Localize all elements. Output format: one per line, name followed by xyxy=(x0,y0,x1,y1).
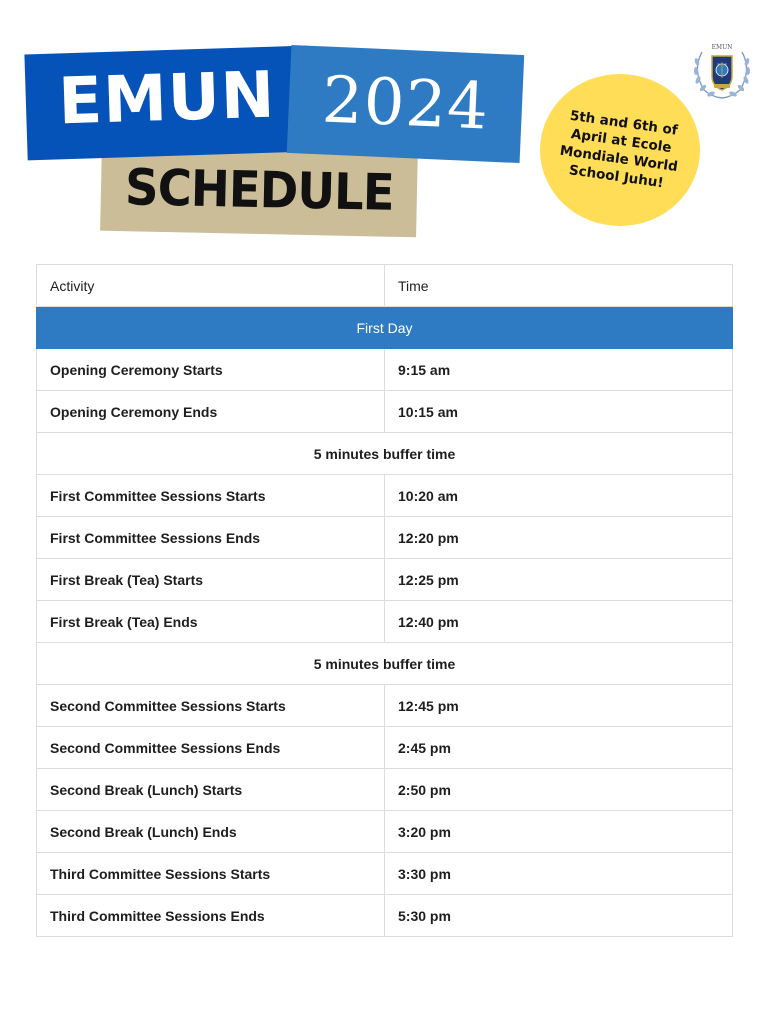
logo-text: EMUN xyxy=(711,44,733,51)
table-header-row xyxy=(37,265,733,307)
activity-cell: Second Committee Sessions Ends xyxy=(37,727,385,769)
table-row xyxy=(37,559,733,601)
date-venue-text: 5th and 6th of April at Ecole Mondiale World School Juhu! xyxy=(558,107,679,192)
time-cell: 12:25 pm xyxy=(385,559,733,601)
activity-cell: Opening Ceremony Starts xyxy=(37,349,385,391)
time-cell: 12:40 pm xyxy=(385,601,733,643)
buffer-cell: 5 minutes buffer time xyxy=(37,643,733,685)
day-label: First Day xyxy=(37,307,733,349)
day-header-row xyxy=(37,307,733,349)
table-row xyxy=(37,601,733,643)
table-row xyxy=(37,391,733,433)
activity-cell: First Break (Tea) Ends xyxy=(37,601,385,643)
activity-cell: First Break (Tea) Starts xyxy=(37,559,385,601)
buffer-row xyxy=(37,433,733,475)
time-cell: 2:50 pm xyxy=(385,769,733,811)
buffer-row xyxy=(37,643,733,685)
time-cell: 10:20 am xyxy=(385,475,733,517)
column-header-time: Time xyxy=(385,265,733,307)
table-row xyxy=(37,895,733,937)
time-cell: 12:20 pm xyxy=(385,517,733,559)
activity-cell: Second Committee Sessions Starts xyxy=(37,685,385,727)
table-row xyxy=(37,811,733,853)
activity-cell: Third Committee Sessions Ends xyxy=(37,895,385,937)
buffer-cell: 5 minutes buffer time xyxy=(37,433,733,475)
time-cell: 5:30 pm xyxy=(385,895,733,937)
date-venue-badge xyxy=(540,74,700,226)
subtitle-banner-schedule xyxy=(100,143,418,238)
time-cell: 3:20 pm xyxy=(385,811,733,853)
activity-cell: Second Break (Lunch) Ends xyxy=(37,811,385,853)
table-row xyxy=(37,853,733,895)
time-cell: 12:45 pm xyxy=(385,685,733,727)
activity-cell: Opening Ceremony Ends xyxy=(37,391,385,433)
time-cell: 2:45 pm xyxy=(385,727,733,769)
title-banner-year xyxy=(287,45,524,163)
table-row xyxy=(37,769,733,811)
activity-cell: First Committee Sessions Starts xyxy=(37,475,385,517)
schedule-table xyxy=(36,264,733,937)
activity-cell: Second Break (Lunch) Starts xyxy=(37,769,385,811)
table-row xyxy=(37,685,733,727)
table-row xyxy=(37,349,733,391)
title-emun: EMUN xyxy=(57,58,277,140)
title-year: 2024 xyxy=(320,63,491,145)
activity-cell: First Committee Sessions Ends xyxy=(37,517,385,559)
title-banner-emun xyxy=(24,46,309,161)
time-cell: 3:30 pm xyxy=(385,853,733,895)
svg-text:EMUN xyxy=(712,44,733,51)
activity-cell: Third Committee Sessions Starts xyxy=(37,853,385,895)
un-laurel-emblem-icon xyxy=(690,40,754,102)
table-row xyxy=(37,727,733,769)
column-header-activity: Activity xyxy=(37,265,385,307)
time-cell: 10:15 am xyxy=(385,391,733,433)
subtitle-schedule: SCHEDULE xyxy=(124,158,394,222)
time-cell: 9:15 am xyxy=(385,349,733,391)
table-row xyxy=(37,517,733,559)
table-row xyxy=(37,475,733,517)
